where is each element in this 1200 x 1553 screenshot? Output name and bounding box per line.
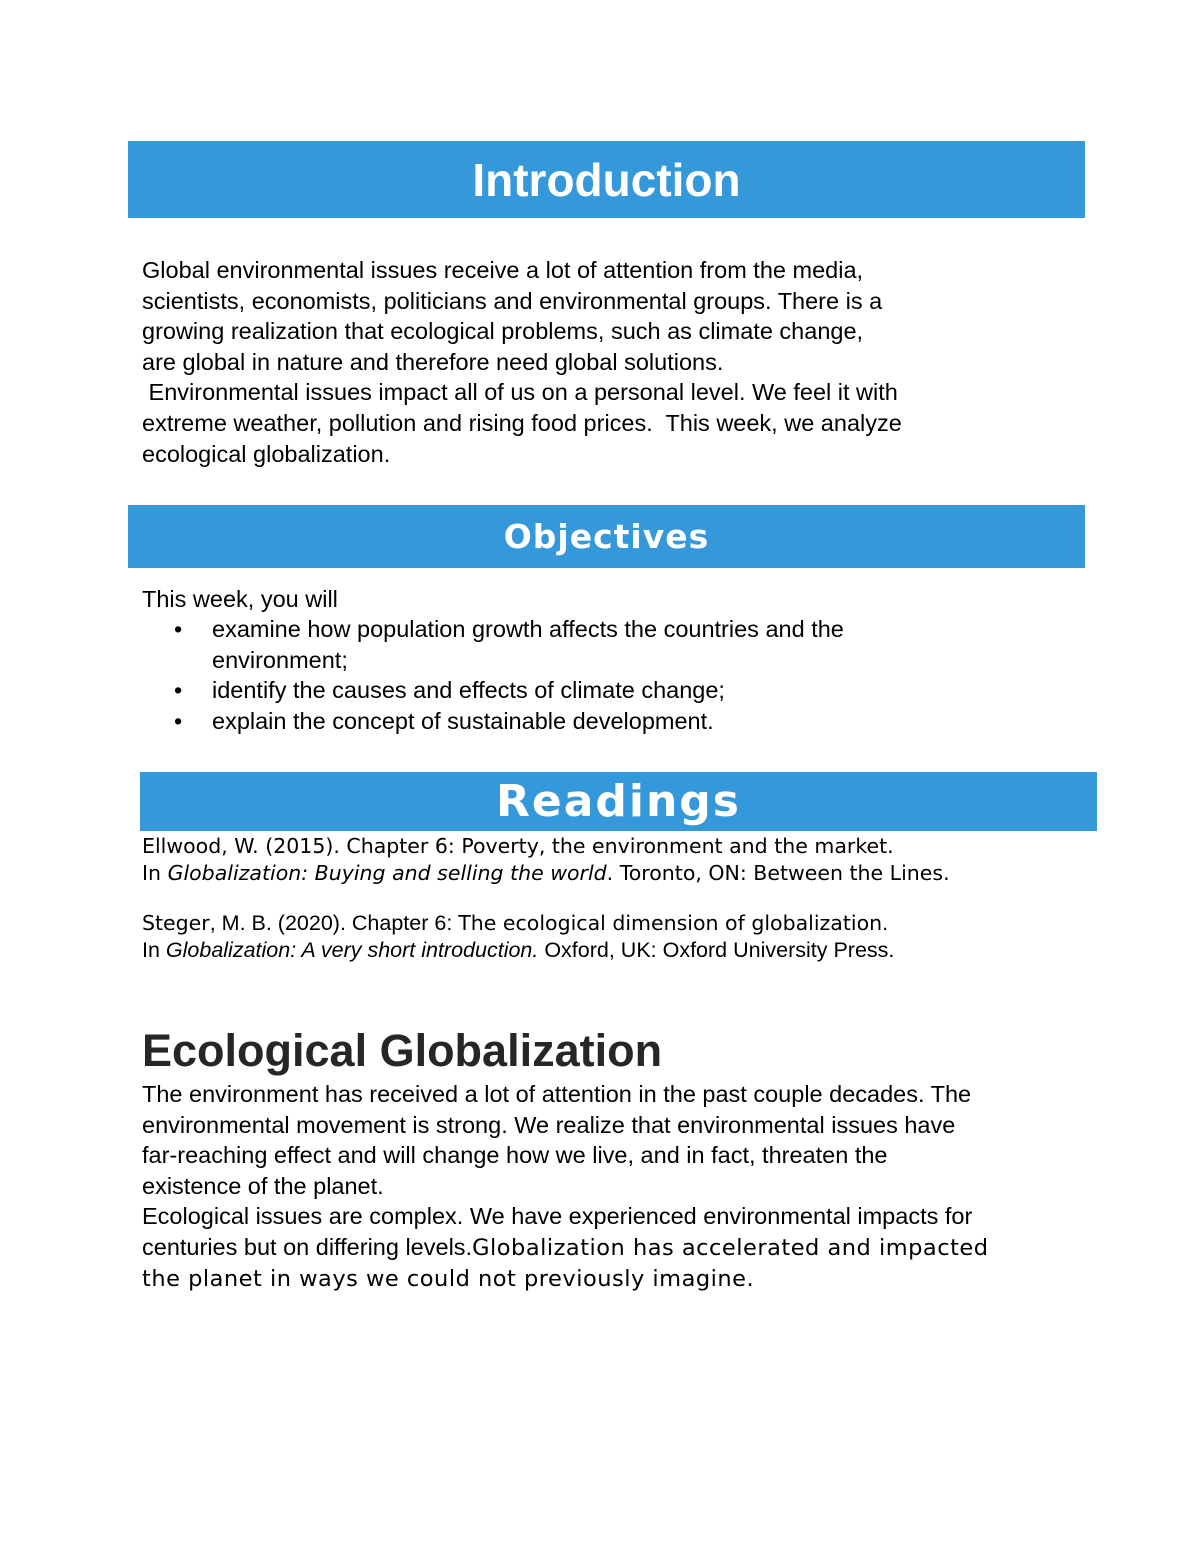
eco-line: existence of the planet. — [142, 1172, 384, 1199]
objectives-lead — [142, 584, 338, 615]
intro-line: ecological globalization. — [142, 440, 391, 467]
list-item-text: identify the causes and effects of climate change; — [212, 677, 725, 704]
reference-publisher: . Toronto, ON: Between the Lines. — [606, 861, 950, 885]
list-item — [142, 675, 844, 706]
reference-in: In — [142, 861, 168, 885]
reference-author: Steger — [142, 911, 210, 935]
eco-line-part: centuries but on differing levels. — [142, 1233, 473, 1260]
list-item-text: explain the concept of sustainable development. — [212, 707, 714, 734]
reference-line: Ellwood, W. (2015). Chapter 6: Poverty, the environment and the market. — [142, 834, 894, 858]
ecological-globalization-heading: Ecological Globalization — [142, 1025, 663, 1076]
reference-in: In — [142, 938, 166, 962]
reference-line — [142, 910, 894, 937]
objectives-list — [142, 614, 844, 736]
introduction-text — [142, 255, 902, 469]
reference-details: , M. B. (2020). Chapter 6: — [209, 911, 459, 935]
reading-reference-1 — [142, 833, 950, 887]
reference-line — [142, 860, 950, 887]
reading-reference-2 — [142, 910, 894, 964]
objectives-title: Objectives — [503, 517, 710, 556]
intro-line: scientists, economists, politicians and environmental groups. There is a — [142, 287, 883, 314]
reference-book-title: Globalization: A very short introduction. — [165, 938, 539, 962]
eco-line: Ecological issues are complex. We have experienced environmental impacts for — [142, 1203, 973, 1230]
bullet-icon: • — [174, 677, 183, 704]
readings-banner — [140, 772, 1097, 831]
reference-book-title: Globalization: Buying and selling the world — [167, 861, 607, 885]
eco-line-part: Globalization has accelerated and impacted — [472, 1234, 989, 1261]
readings-title: Readings — [495, 776, 741, 827]
intro-line: Environmental issues impact all of us on a personal level. We feel it with — [142, 379, 898, 406]
bullet-icon: • — [174, 707, 183, 734]
eco-line: far-reaching effect and will change how we live, and in fact, threaten the — [142, 1142, 888, 1169]
list-item — [142, 706, 844, 737]
objectives-lead-text: This week, you will — [142, 586, 338, 612]
intro-line: Global environmental issues receive a lot of attention from the media, — [142, 257, 864, 283]
introduction-title: Introduction — [472, 153, 741, 206]
list-item-text: examine how population growth affects the countries and the — [212, 616, 844, 642]
reference-chapter-title: The ecological dimension of globalization — [458, 911, 883, 935]
eco-line — [142, 1232, 989, 1264]
reference-publisher: Oxford, UK: Oxford University Press. — [538, 938, 895, 962]
intro-line: extreme weather, pollution and rising food prices. This week, we analyze — [142, 409, 902, 436]
list-item — [142, 614, 844, 675]
eco-line: environmental movement is strong. We realize that environmental issues have — [142, 1111, 956, 1138]
reference-line — [142, 937, 894, 964]
ecological-globalization-text — [142, 1079, 989, 1294]
introduction-banner — [128, 141, 1085, 218]
intro-line: growing realization that ecological problems, such as climate change, — [142, 318, 864, 345]
list-item-text: environment; — [212, 646, 348, 673]
eco-line: The environment has received a lot of attention in the past couple decades. The — [142, 1081, 972, 1107]
intro-line: are global in nature and therefore need global solutions. — [142, 348, 724, 375]
objectives-banner — [128, 505, 1085, 568]
eco-line: the planet in ways we could not previously imagine. — [142, 1265, 755, 1292]
bullet-icon: • — [174, 616, 183, 642]
reference-dot: . — [882, 911, 889, 935]
